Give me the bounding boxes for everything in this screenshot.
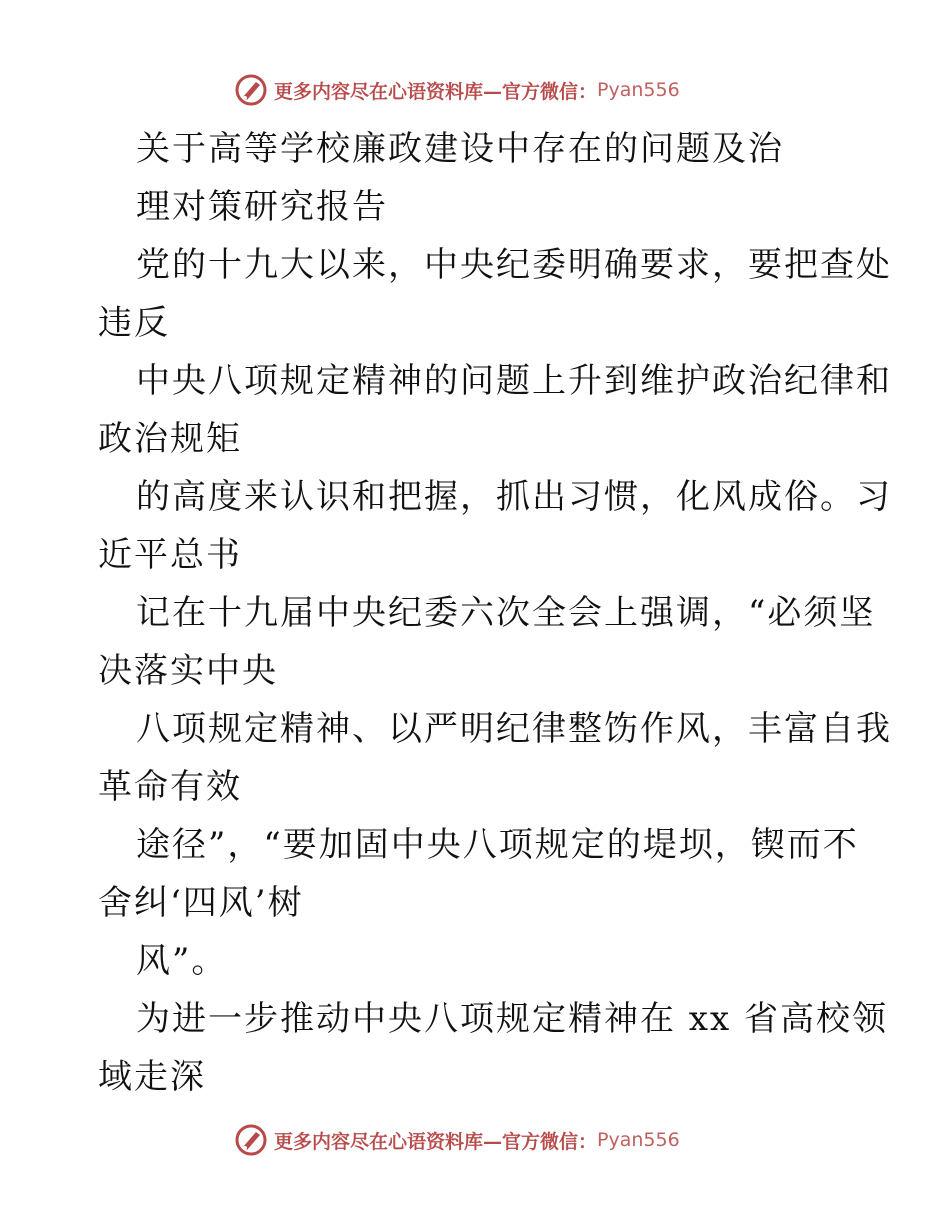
pen-logo-icon xyxy=(234,1123,268,1157)
doc-line: 为进一步推动中央八项规定精神在 xx 省高校领 xyxy=(136,999,888,1039)
doc-line: 革命有效 xyxy=(98,767,242,807)
doc-line: 政治规矩 xyxy=(98,419,242,459)
document-body xyxy=(98,120,892,1106)
doc-line: 的高度来认识和把握，抓出习惯，化风成俗。习 xyxy=(136,477,892,517)
doc-line: 中央八项规定精神的问题上升到维护政治纪律和 xyxy=(136,361,892,401)
footer-watermark-banner xyxy=(234,1120,680,1160)
doc-line: 途径”，“要加固中央八项规定的堤坝，锲而不 xyxy=(136,825,859,865)
footer-watermark-id: Pyan556 xyxy=(597,1129,680,1151)
footer-watermark-text: 更多内容尽在心语资料库—官方微信： xyxy=(274,1130,598,1153)
pen-logo-icon xyxy=(234,73,268,107)
doc-line: 决落实中央 xyxy=(98,651,278,691)
doc-line: 理对策研究报告 xyxy=(136,187,388,227)
doc-line: 风”。 xyxy=(136,941,228,981)
header-watermark-id: Pyan556 xyxy=(597,79,680,101)
doc-line: 域走深 xyxy=(98,1057,206,1097)
doc-line: 关于高等学校廉政建设中存在的问题及治 xyxy=(136,129,784,169)
doc-line: 违反 xyxy=(98,303,170,343)
doc-line: 舍纠‘四风’树 xyxy=(98,883,304,923)
header-watermark-text: 更多内容尽在心语资料库—官方微信： xyxy=(274,80,598,103)
doc-line: 近平总书 xyxy=(98,535,242,575)
doc-line: 党的十九大以来，中央纪委明确要求，要把查处 xyxy=(136,245,892,285)
doc-line: 八项规定精神、以严明纪律整饬作风，丰富自我 xyxy=(136,709,892,749)
header-watermark-banner xyxy=(234,70,680,110)
doc-line: 记在十九届中央纪委六次全会上强调，“必须坚 xyxy=(136,593,876,633)
